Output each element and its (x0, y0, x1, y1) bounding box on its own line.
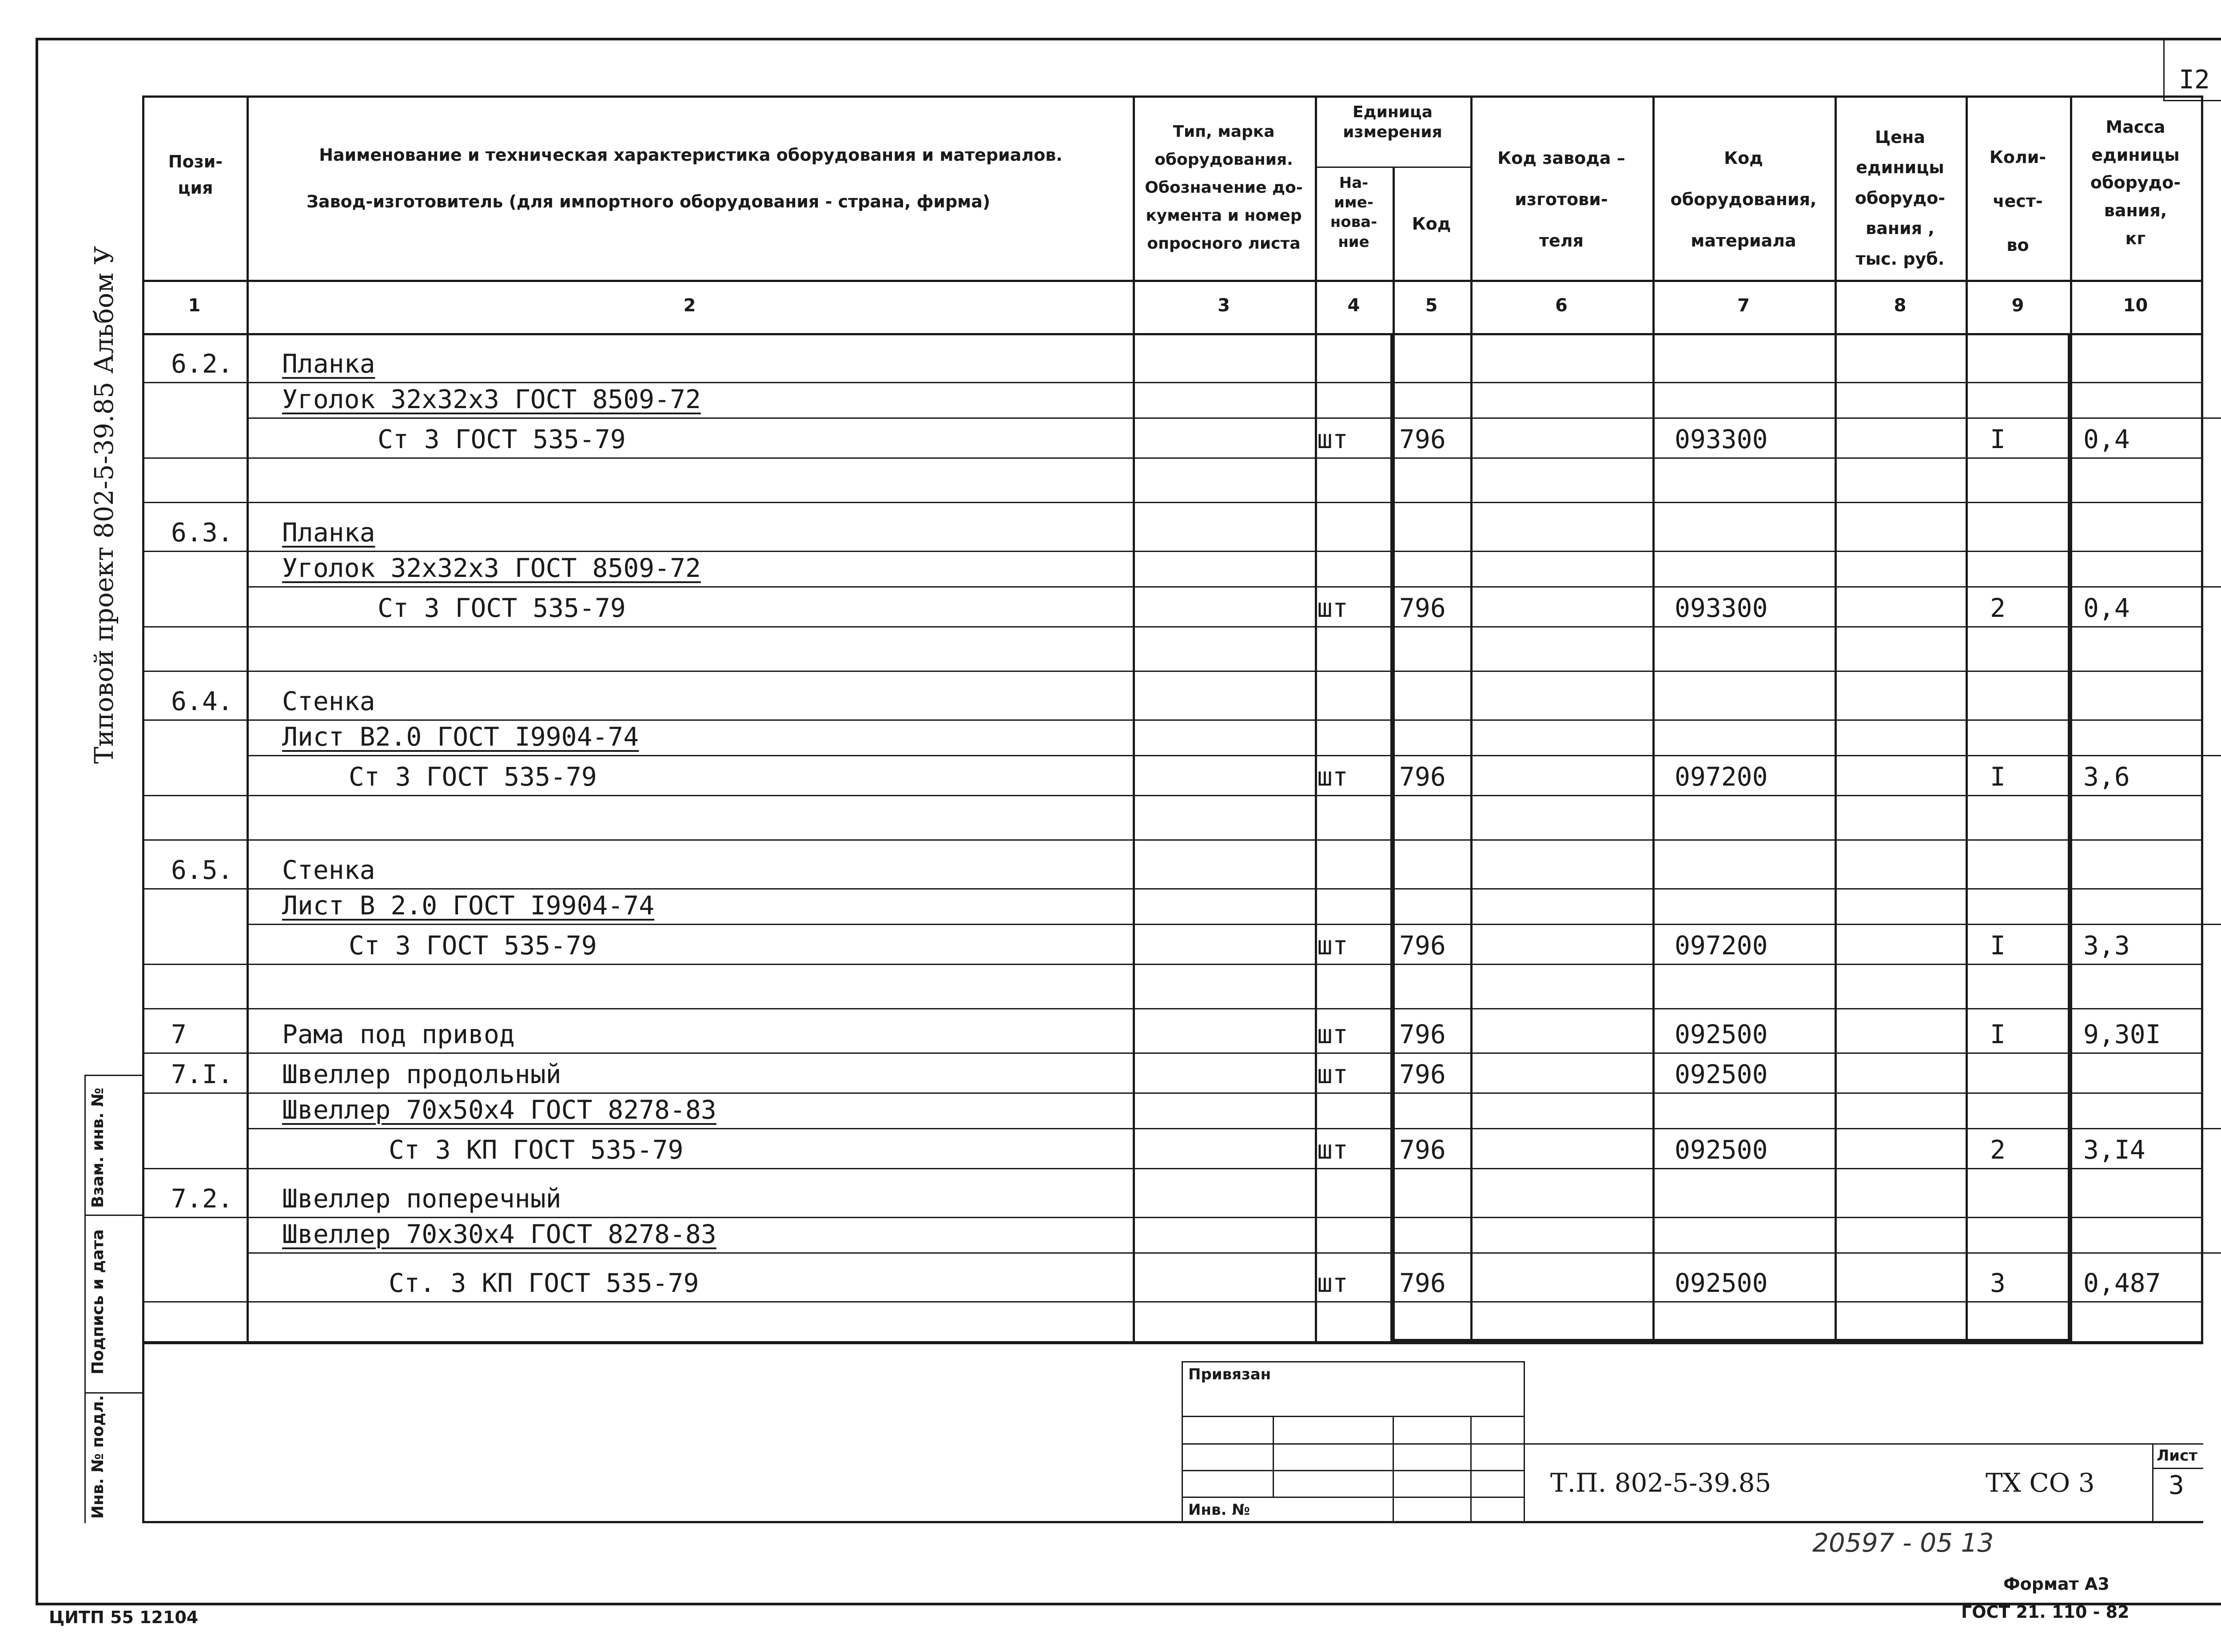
column-number: 6 (1555, 295, 1568, 316)
table-row-separator (142, 1092, 2203, 1094)
table-row-separator (142, 1217, 2203, 1218)
gost-label: ГОСТ 21. 110 - 82 (1961, 1602, 2129, 1622)
row-unit: шт (1317, 1135, 1348, 1165)
row-name: Уголок 32х32х3 ГОСТ 8509-72 (282, 553, 701, 583)
stamp-row1 (1182, 1416, 1524, 1417)
table-row-separator (247, 755, 2221, 756)
stamp-left (1182, 1361, 1183, 1523)
row-name: Ст 3 ГОСТ 535-79 (378, 593, 626, 623)
table-top (142, 95, 2203, 98)
table-row-separator (142, 671, 2203, 672)
row-quantity: I (1990, 424, 2006, 454)
table-row-separator (142, 1008, 2203, 1009)
row-mass: 3,I4 (2083, 1135, 2145, 1165)
header-unit-name: На- име- нова- ние (1330, 174, 1377, 251)
table-row-separator (247, 586, 2221, 588)
stamp-row2 (1182, 1443, 1524, 1445)
column-number: 4 (1347, 295, 1360, 316)
format-label: Формат А3 (2003, 1574, 2110, 1594)
row-quantity: I (1990, 930, 2006, 961)
stamp-sign-date: Подпись и дата (89, 1229, 107, 1374)
row-unit: шт (1317, 762, 1348, 792)
row-name: Швеллер продольный (282, 1059, 561, 1089)
corner-box-left (2163, 38, 2165, 100)
table-row-separator (247, 924, 2221, 925)
column-number: 9 (2011, 295, 2024, 316)
row-position: 6.4. (171, 686, 233, 716)
table-row-separator (142, 551, 2203, 552)
row-unit-code: 796 (1399, 1135, 1446, 1165)
row-unit-code: 796 (1399, 762, 1446, 792)
row-material-code: 092500 (1675, 1019, 1768, 1049)
row-position: 7 (171, 1019, 187, 1049)
row-position: 7.I. (171, 1059, 233, 1089)
row-quantity: 2 (1990, 593, 2006, 623)
row-mass: 0,4 (2083, 593, 2130, 623)
stamp-inv-orig: Инв. № подл. (89, 1395, 107, 1519)
row-unit: шт (1317, 593, 1348, 623)
stamp-row4 (1182, 1497, 1524, 1498)
header-quantity: Коли- чест- во (1989, 147, 2046, 255)
stamp-sheet-label: Лист (2157, 1447, 2197, 1465)
colnum-bottom (142, 333, 2203, 335)
stamp-main-top (1524, 1443, 2203, 1445)
column-number: 10 (2123, 295, 2148, 316)
row-quantity: 2 (1990, 1135, 2006, 1165)
row-name: Швеллер 70х50х4 ГОСТ 8278-83 (282, 1095, 716, 1125)
table-row-separator (142, 626, 2203, 627)
row-unit-code: 796 (1399, 593, 1446, 623)
row-unit-code: 796 (1399, 1059, 1446, 1089)
header-mass: Масса единицы оборудо- вания, кг (2090, 117, 2181, 248)
row-unit: шт (1317, 1019, 1348, 1049)
stamp-row3 (1182, 1470, 1524, 1471)
row-name: Ст 3 КП ГОСТ 535-79 (389, 1135, 684, 1165)
stamp-sheet-no: 3 (2169, 1470, 2184, 1500)
corner-box-bottom (2163, 100, 2221, 101)
thick-right (2068, 333, 2072, 1341)
row-name: Лист В 2.0 ГОСТ I9904-74 (282, 890, 655, 921)
row-position: 6.5. (171, 855, 233, 885)
row-position: 6.2. (171, 349, 233, 379)
stamp-v1 (1273, 1416, 1274, 1497)
unit-split (1315, 167, 1470, 168)
row-name: Швеллер поперечный (282, 1183, 561, 1214)
row-material-code: 097200 (1675, 930, 1768, 961)
row-material-code: 092500 (1675, 1268, 1768, 1298)
row-quantity: 3 (1990, 1268, 2006, 1298)
table-row-separator (142, 382, 2203, 383)
table-row-separator (142, 888, 2203, 890)
row-name: Ст 3 ГОСТ 535-79 (378, 424, 626, 454)
row-material-code: 092500 (1675, 1135, 1768, 1165)
header-name-line1: Наименование и техническая характеристика оборудования и материалов. (319, 145, 1063, 165)
row-mass: 9,30I (2083, 1019, 2161, 1049)
left-stamp-sep3 (84, 1392, 144, 1394)
stamp-top (1182, 1361, 1524, 1362)
table-row-separator (142, 1052, 2203, 1054)
row-name: Стенка (282, 855, 375, 885)
row-position: 6.3. (171, 517, 233, 548)
table-row-separator (142, 1341, 2203, 1342)
row-unit: шт (1317, 424, 1348, 454)
column-number: 2 (683, 295, 696, 316)
left-stamp-sep1 (84, 1075, 144, 1076)
row-unit-code: 796 (1399, 424, 1446, 454)
row-name: Ст 3 ГОСТ 535-79 (349, 762, 597, 792)
table-row-separator (247, 1128, 2221, 1129)
column-number: 5 (1425, 295, 1438, 316)
row-name: Уголок 32х32х3 ГОСТ 8509-72 (282, 384, 701, 414)
row-mass: 3,6 (2083, 762, 2130, 792)
stamp-inv-replace: Взам. инв. № (89, 1088, 107, 1208)
table-row-separator (142, 719, 2203, 721)
row-name: Планка (282, 349, 375, 379)
stamp-sheet-split (2152, 1468, 2203, 1469)
row-name: Ст 3 ГОСТ 535-79 (349, 930, 597, 961)
header-position: Пози- ция (168, 152, 223, 198)
table-row-separator (142, 502, 2203, 503)
table-row-separator (142, 457, 2203, 459)
stamp-doc-set: ТХ СО 3 (1986, 1468, 2095, 1498)
row-quantity: I (1990, 762, 2006, 792)
header-price: Цена единицы оборудо- вания , тыс. руб. (1855, 127, 1946, 269)
left-stamp-sep2 (84, 1215, 144, 1216)
header-type: Тип, марка оборудования. Обозначение до- кумента и номер опросного листа (1145, 123, 1303, 253)
table-row-separator (142, 1301, 2203, 1303)
header-unit-code: Код (1412, 214, 1451, 234)
table-row-separator (142, 964, 2203, 965)
stamp-v2 (1393, 1416, 1394, 1523)
stamp-inv-no: Инв. № (1188, 1501, 1250, 1519)
table-row-separator (247, 417, 2221, 419)
row-unit-code: 796 (1399, 930, 1446, 961)
row-unit: шт (1317, 1059, 1348, 1089)
row-unit-code: 796 (1399, 1268, 1446, 1298)
table-row-separator (142, 839, 2203, 841)
column-number: 8 (1894, 295, 1907, 316)
row-name: Стенка (282, 686, 375, 716)
row-unit: шт (1317, 930, 1348, 961)
row-unit-code: 796 (1399, 1019, 1446, 1049)
row-material-code: 097200 (1675, 762, 1768, 792)
body-bottom (142, 1521, 2203, 1523)
stamp-privyazan: Привязан (1188, 1366, 1271, 1383)
header-unit: Единица измерения (1343, 103, 1442, 141)
header-bottom (142, 280, 2203, 282)
header-plant-code: Код завода – изготови- теля (1497, 148, 1625, 251)
stamp-right (1524, 1361, 1525, 1523)
column-number: 1 (188, 295, 201, 316)
row-name: Рама под привод (282, 1019, 515, 1049)
header-equipment-code: Код оборудования, материала (1670, 148, 1817, 251)
row-unit: шт (1317, 1268, 1348, 1298)
stamp-v3 (1470, 1416, 1472, 1523)
row-mass: 0,487 (2083, 1268, 2161, 1298)
side-album-label: Типовой проект 802-5-39.85 Альбом У (89, 246, 119, 764)
table-left (142, 95, 144, 1523)
row-mass: 0,4 (2083, 424, 2130, 454)
row-name: Планка (282, 517, 375, 548)
row-name: Швеллер 70х30х4 ГОСТ 8278-83 (282, 1219, 716, 1249)
table-row-separator (142, 1168, 2203, 1169)
header-name-line2: Завод-изготовитель (для импортного оборудования - страна, фирма) (306, 192, 991, 211)
printer-label: ЦИТП 55 12104 (49, 1608, 199, 1627)
sheet-corner-number: I2 (2179, 64, 2210, 95)
column-number: 7 (1737, 295, 1750, 316)
row-material-code: 093300 (1675, 593, 1768, 623)
stamp-doc-code: Т.П. 802-5-39.85 (1550, 1468, 1771, 1498)
row-name: Ст. 3 КП ГОСТ 535-79 (389, 1268, 699, 1298)
row-material-code: 092500 (1675, 1059, 1768, 1089)
row-material-code: 093300 (1675, 424, 1768, 454)
column-number: 3 (1218, 295, 1230, 316)
row-position: 7.2. (171, 1183, 233, 1214)
stamp-sheet-left (2152, 1443, 2153, 1523)
table-row-separator (247, 1252, 2221, 1254)
row-mass: 3,3 (2083, 930, 2130, 961)
handwritten-number: 20597 - 05 13 (1812, 1528, 1994, 1558)
row-quantity: I (1990, 1019, 2006, 1049)
table-row-separator (142, 795, 2203, 796)
row-name: Лист В2.0 ГОСТ I9904-74 (282, 722, 639, 752)
thick-left (1390, 333, 1394, 1341)
left-stamp-border (84, 1075, 86, 1523)
